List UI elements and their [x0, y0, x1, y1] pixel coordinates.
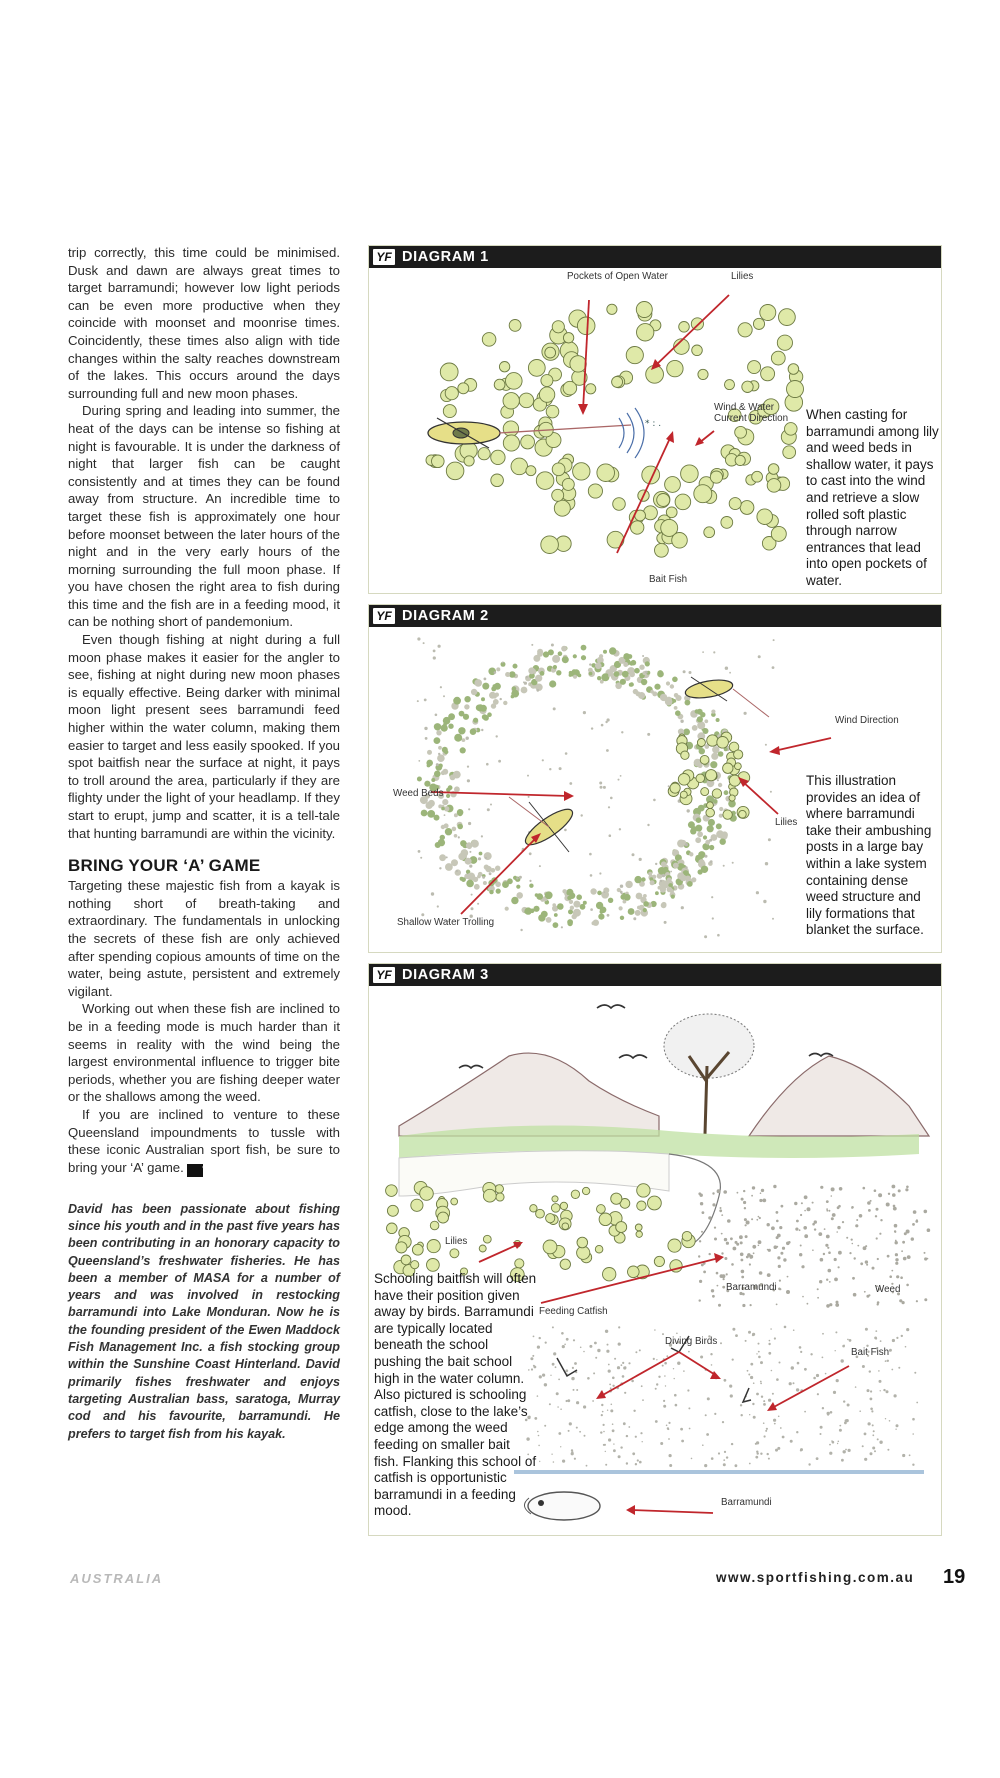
diagram-caption: This illustration provides an idea of where barramundi take their ambushing posts in a large bay within a lake system containing dense weed structure and lily formations that blanket the surface.: [806, 773, 932, 938]
kayak-illustration: [509, 797, 577, 852]
bait-fish-school: [619, 408, 661, 458]
label-bait-fish: Bait Fish: [851, 1347, 890, 1358]
body-paragraph: Targeting these majestic fish from a kayak is nothing short of breath-taking and extraordinary. The fundamentals in unlocking the secrets of these fish are only achieved after spending copious amounts of time on the water, being astute, persistent and extremely vigilant.: [68, 878, 340, 999]
magazine-logo: YF: [373, 249, 395, 265]
mountain-left: [399, 1053, 659, 1136]
lily-pads: [386, 1181, 696, 1281]
diagram-header: [369, 605, 941, 627]
diagram-caption: When casting for barramundi among lily and weed beds in shallow water, it pays to cast into the wind and retrieve a slow rolled soft plastic through narrow entrances that lead into open pockets of water.: [806, 407, 939, 588]
body-paragraph: Working out when these fish are inclined to be in a feeding mode is much harder than it seems in reality with the wind being the largest environmental influence to trigger bite periods, whether you are fishing deeper water or the shallows among the weed.: [68, 1001, 340, 1105]
label-pockets-of-open-water: Pockets of Open Water: [567, 271, 668, 282]
diagram-title: DIAGRAM 1: [402, 249, 489, 265]
diagram-header: [369, 964, 941, 986]
far-shore: [399, 1151, 669, 1196]
diagram-3: [368, 963, 942, 1536]
label-weed: Weed: [875, 1284, 901, 1295]
label-wind-current-direction: Wind & Water Current Direction: [714, 402, 789, 424]
label-feeding-catfish: Feeding Catfish: [539, 1306, 608, 1317]
body-paragraph: trip correctly, this time could be minimised. Dusk and dawn are always great times to target barramundi; however low light periods can be even more productive when they coincide with moonset and moonrise times. Coincidently, these times also align with tide changes within the salty reaches downstream of the lakes. This occurs around the days surrounding full and new moon phases.: [68, 245, 340, 401]
river-channel: [669, 1154, 720, 1246]
body-paragraph: During spring and leading into summer, the heat of the days can be intense so fishing at night is favourable. It is under the darkness of night that larger fish can be caught consistently and at times they can be found away from structure. An incredible time to target these fish is approximately one hour before moonset between the later hours of the night and in the very early hours of the morning surrounding the full moon phase. If you have chosen the right area to fish during this time and the fish are in a feeding mood, it can be nothing short of pandemonium.: [68, 403, 340, 630]
body-paragraph: [68, 1106, 340, 1177]
label-shallow-water-trolling: Shallow Water Trolling: [397, 917, 495, 928]
diagram-title: DIAGRAM 3: [402, 967, 489, 983]
diagram-1: [368, 245, 942, 594]
tree-illustration: [664, 1014, 754, 1134]
svg-text:* : .: * : .: [645, 419, 662, 429]
label-diving-birds: Diving Birds: [665, 1336, 718, 1347]
label-weed-beds: Weed Beds: [393, 788, 444, 799]
label-barramundi: Barramundi: [721, 1497, 772, 1508]
arrow-heads: [531, 746, 780, 843]
section-heading: BRING YOUR ‘A’ GAME: [68, 856, 261, 876]
magazine-logo: YF: [373, 608, 395, 624]
label-bait-fish: Bait Fish: [649, 574, 688, 585]
magazine-logo: YF: [373, 967, 395, 983]
diagram-header: [369, 246, 941, 268]
label-lilies: Lilies: [445, 1236, 468, 1247]
article-body: [68, 244, 340, 1455]
arrow-heads: [578, 359, 704, 446]
mountain-right: [749, 1056, 929, 1136]
body-paragraph: Even though fishing at night during a full moon phase makes it easier for the angler to see, fishing at night during new moon phases is equally effective. Being darker with minimal moon light present sees barramundi feed higher within the water column, making them easier to target and less easily spooked. If you spot baitfish near the surface at night, it pays to troll around the area, particularly if they are flighty under the light of your headlamp. If they start to erupt, jump and scatter, it is a tell-tale that hunting barramundi are within the vicinity.: [68, 632, 340, 841]
diagram-caption: Schooling baitfish will often have their position given away by birds. Barramundi are typically located beneath the school pushing the bait school high in the water column. Also pictured is schooling catfish, close to the lake’s edge among the weed feeding on smaller bait fish. Flanking this school of catfish is opportunistic barramundi in a feeding mood.: [374, 1271, 537, 1519]
footer-region-label: AUSTRALIA: [70, 1571, 164, 1586]
diagram-title: DIAGRAM 2: [402, 608, 489, 624]
label-lilies: Lilies: [731, 271, 754, 282]
footer-website: www.sportfishing.com.au: [716, 1570, 915, 1585]
end-mark-logo: YF: [187, 1164, 203, 1177]
label-wind-direction: Wind Direction: [835, 715, 899, 726]
page-number: 19: [943, 1566, 966, 1588]
diving-birds: [557, 1336, 751, 1402]
diagram-2: [368, 604, 942, 953]
label-barramundi: Barramundi: [726, 1282, 777, 1293]
author-bio: David has been passionate about fishing since his youth and in the past five years has been contributing in an honorary capacity to Queensland’s freshwater fisheries. He has been a member of MASA for a number of years and was involved in restocking barramundi into Lake Monduran. Now he is the founding president of the Ewen Maddock Fish Management Inc. a fish stocking group within the Sunshine Coast Hinterland. David primarily fishes freshwater and enjoys targeting Australian bass, saratoga, Murray cod and his favourite, barramundi. He prefers to target fish from his kayak.: [68, 1201, 340, 1441]
body-text: If you are inclined to venture to these Queensland impoundments to tussle with these iconic Australian sport fish, be sure to bring your ‘A’ game.: [68, 1106, 340, 1175]
label-lilies: Lilies: [775, 817, 798, 828]
